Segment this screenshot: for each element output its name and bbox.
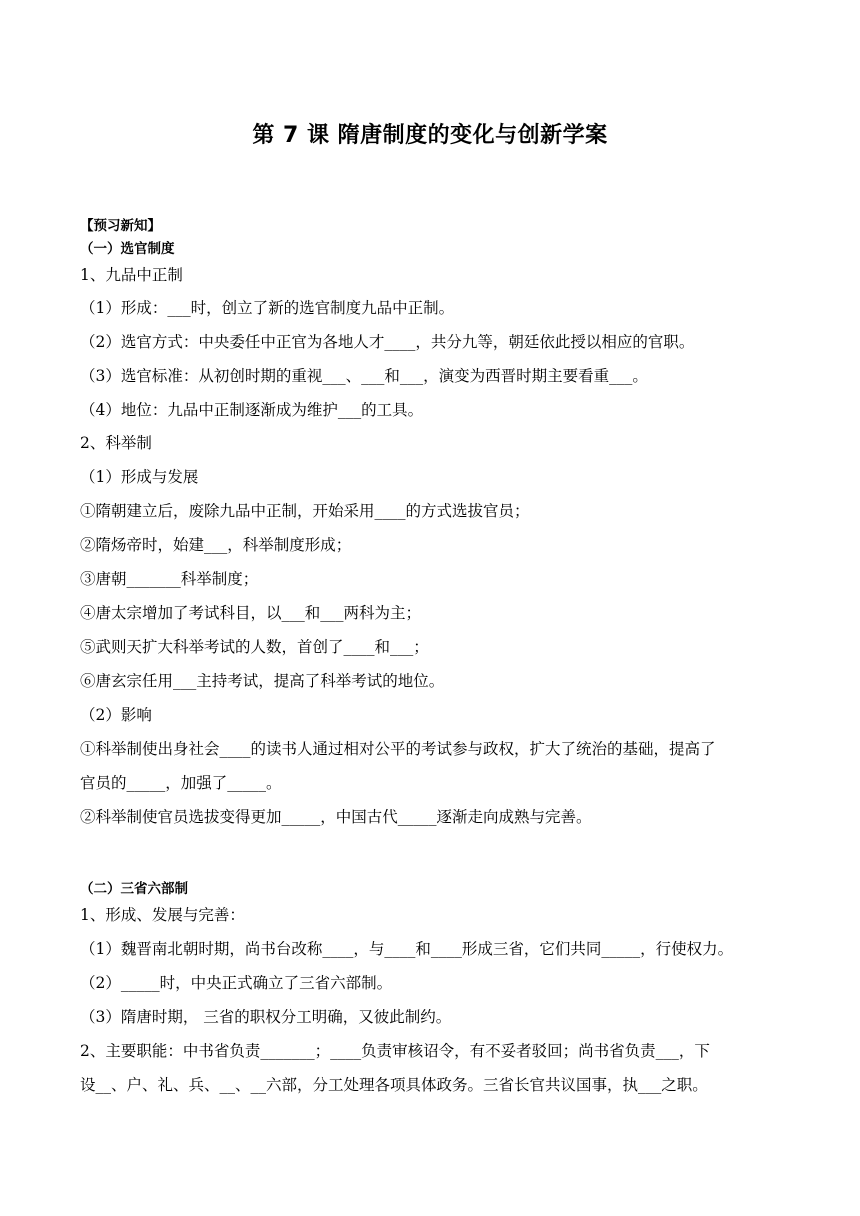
sansheng-line-4a: 2、主要职能：中书省负责_______；____负责审核诏令，有不妥者驳回；尚书省负责___，下 <box>80 1042 710 1060</box>
keju-effect-2: ②科举制使官员选拔变得更加_____，中国古代_____逐渐走向成熟与完善。 <box>80 808 592 826</box>
jiupin-line-2: （2）选官方式：中央委任中正官为各地人才____，共分九等，朝廷依此授以相应的官职。 <box>80 333 695 351</box>
sansheng-line-3: （3）隋唐时期， 三省的职权分工明确，又彼此制约。 <box>80 1008 452 1026</box>
sansheng-line-2: （2）_____时，中央正式确立了三省六部制。 <box>80 974 393 992</box>
sansheng-heading: 1、形成、发展与完善： <box>80 906 245 924</box>
keju-sub-2: （2）影响 <box>80 706 152 724</box>
sansheng-line-1: （1）魏晋南北朝时期，尚书台改称____，与____和____形成三省，它们共同_____，行使权力。 <box>80 940 734 958</box>
jiupin-heading: 1、九品中正制 <box>80 266 183 284</box>
keju-item-4: ④唐太宗增加了考试科目，以___和___两科为主； <box>80 604 422 622</box>
keju-item-1: ①隋朝建立后，废除九品中正制，开始采用____的方式选拔官员； <box>80 502 530 520</box>
jiupin-line-3: （3）选官标准：从初创时期的重视___、___和___，演变为西晋时期主要看重___。 <box>80 367 648 385</box>
part2-heading: （二）三省六部制 <box>80 881 188 897</box>
page-title: 第 7 课 隋唐制度的变化与创新学案 <box>252 123 608 148</box>
keju-sub-1: （1）形成与发展 <box>80 468 199 486</box>
keju-effect-1b: 官员的_____，加强了_____。 <box>80 774 282 792</box>
keju-item-6: ⑥唐玄宗任用___主持考试，提高了科举考试的地位。 <box>80 672 445 690</box>
jiupin-line-1: （1）形成：___时，创立了新的选官制度九品中正制。 <box>80 299 455 317</box>
keju-effect-1a: ①科举制使出身社会____的读书人通过相对公平的考试参与政权，扩大了统治的基础，提高了 <box>80 740 716 758</box>
sansheng-line-4b: 设__、户、礼、兵、__、__六部，分工处理各项具体政务。三省长官共议国事，执___之职。 <box>80 1076 708 1094</box>
jiupin-line-4: （4）地位：九品中正制逐渐成为维护___的工具。 <box>80 401 424 419</box>
keju-item-3: ③唐朝_______科举制度； <box>80 570 259 588</box>
keju-item-2: ②隋炀帝时，始建___，科举制度形成； <box>80 536 352 554</box>
part1-heading: （一）选官制度 <box>80 241 175 257</box>
keju-item-5: ⑤武则天扩大科举考试的人数，首创了____和___； <box>80 638 429 656</box>
section-label: 【预习新知】 <box>80 218 161 234</box>
keju-heading: 2、科举制 <box>80 434 152 452</box>
